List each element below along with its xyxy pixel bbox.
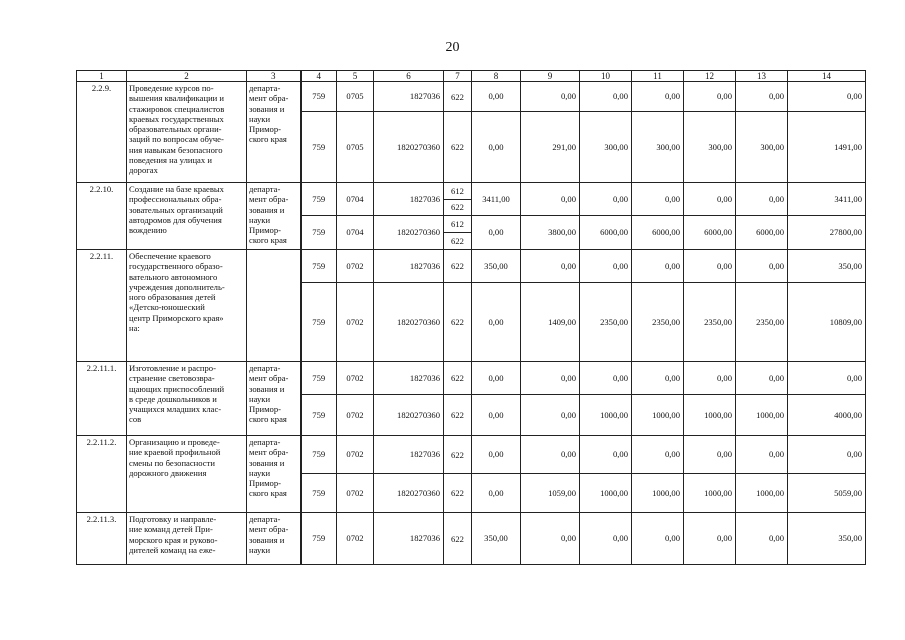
cell-col-5: 0702	[337, 283, 374, 362]
header-cell: 1	[77, 71, 127, 82]
header-cell: 12	[684, 71, 736, 82]
header-row	[77, 71, 866, 82]
cell-col-6: 1820270360	[374, 395, 444, 436]
cell-col-13: 0,00	[736, 362, 788, 395]
row-department	[247, 250, 301, 362]
row-number: 2.2.11.3.	[77, 513, 127, 565]
cell-col-6: 1820270360	[374, 112, 444, 183]
cell-col-14: 0,00	[788, 82, 866, 112]
cell-col-4: 759	[301, 183, 337, 216]
kvr-code: 622	[451, 533, 464, 544]
row-number: 2.2.9.	[77, 82, 127, 183]
row-number: 2.2.11.1.	[77, 362, 127, 436]
cell-col-5: 0702	[337, 362, 374, 395]
cell-col-11: 0,00	[632, 436, 684, 474]
cell-col-6: 1820270360	[374, 216, 444, 250]
cell-col-8: 0,00	[472, 362, 521, 395]
cell-col-10: 0,00	[580, 183, 632, 216]
cell-col-12: 1000,00	[684, 474, 736, 513]
kvr-code: 622	[444, 232, 471, 249]
cell-col-12: 0,00	[684, 362, 736, 395]
cell-col-8: 3411,00	[472, 183, 521, 216]
cell-col-5: 0705	[337, 112, 374, 183]
cell-col-8: 0,00	[472, 216, 521, 250]
cell-col-4: 759	[301, 82, 337, 112]
cell-col-11: 1000,00	[632, 395, 684, 436]
cell-col-4: 759	[301, 474, 337, 513]
kvr-code: 622	[451, 91, 464, 102]
cell-col-7	[444, 513, 472, 565]
cell-col-7	[444, 250, 472, 283]
cell-col-8: 350,00	[472, 250, 521, 283]
cell-col-13: 2350,00	[736, 283, 788, 362]
cell-col-4: 759	[301, 250, 337, 283]
cell-col-9: 0,00	[521, 513, 580, 565]
cell-col-13: 300,00	[736, 112, 788, 183]
header-cell: 5	[337, 71, 374, 82]
cell-col-14: 4000,00	[788, 395, 866, 436]
cell-col-4: 759	[301, 283, 337, 362]
table-row	[77, 362, 866, 395]
header-cell: 7	[444, 71, 472, 82]
row-description: Обеспечение краевого государственного образо- вательного автономного учреждения дополнитель- ного образования детей «Детско-юношеский центр Приморского края» на:	[127, 250, 247, 362]
cell-col-4: 759	[301, 513, 337, 565]
cell-col-7	[444, 82, 472, 112]
cell-col-7	[444, 474, 472, 513]
cell-col-13: 6000,00	[736, 216, 788, 250]
header-cell: 4	[301, 71, 337, 82]
header-cell: 13	[736, 71, 788, 82]
cell-col-12: 0,00	[684, 183, 736, 216]
cell-col-9: 1059,00	[521, 474, 580, 513]
cell-col-7	[444, 183, 472, 216]
cell-col-11: 0,00	[632, 82, 684, 112]
row-description: Подготовку и направле- ние команд детей При- морского края и руково- дителей команд на еже-	[127, 513, 247, 565]
row-description: Изготовление и распро- странение световозвра- щающих приспособлений в среде дошкольников и учащихся младших клас- сов	[127, 362, 247, 436]
cell-col-6: 1820270360	[374, 283, 444, 362]
cell-col-7	[444, 112, 472, 183]
cell-col-12: 0,00	[684, 82, 736, 112]
cell-col-12: 0,00	[684, 513, 736, 565]
cell-col-13: 0,00	[736, 436, 788, 474]
kvr-code: 622	[451, 487, 464, 498]
cell-col-10: 0,00	[580, 362, 632, 395]
cell-col-14: 5059,00	[788, 474, 866, 513]
cell-col-12: 0,00	[684, 250, 736, 283]
header-cell: 14	[788, 71, 866, 82]
cell-col-14: 3411,00	[788, 183, 866, 216]
row-description: Организацию и проведе- ние краевой профильной смены по безопасности дорожного движения	[127, 436, 247, 513]
row-department: департа- мент обра- зования и науки Примор- ского края	[247, 362, 301, 436]
cell-col-11: 6000,00	[632, 216, 684, 250]
kvr-code: 622	[451, 260, 464, 271]
header-cell: 6	[374, 71, 444, 82]
kvr-code: 612	[451, 219, 464, 229]
header-cell: 10	[580, 71, 632, 82]
cell-col-13: 0,00	[736, 183, 788, 216]
cell-col-14: 0,00	[788, 362, 866, 395]
kvr-code: 622	[451, 409, 464, 420]
cell-col-10: 0,00	[580, 513, 632, 565]
cell-col-13: 0,00	[736, 82, 788, 112]
cell-col-6: 1827036	[374, 82, 444, 112]
cell-col-12: 300,00	[684, 112, 736, 183]
header-cell: 3	[247, 71, 301, 82]
cell-col-9: 1409,00	[521, 283, 580, 362]
cell-col-5: 0702	[337, 436, 374, 474]
row-department: департа- мент обра- зования и науки Примор- ского края	[247, 436, 301, 513]
cell-col-10: 0,00	[580, 250, 632, 283]
cell-col-13: 1000,00	[736, 395, 788, 436]
cell-col-6: 1827036	[374, 436, 444, 474]
cell-col-12: 2350,00	[684, 283, 736, 362]
cell-col-11: 0,00	[632, 250, 684, 283]
cell-col-8: 0,00	[472, 283, 521, 362]
cell-col-14: 0,00	[788, 436, 866, 474]
cell-col-13: 1000,00	[736, 474, 788, 513]
header-cell: 2	[127, 71, 247, 82]
row-number: 2.2.10.	[77, 183, 127, 250]
table-row	[77, 436, 866, 474]
kvr-code: 622	[451, 141, 464, 152]
table-row	[77, 513, 866, 565]
cell-col-4: 759	[301, 395, 337, 436]
cell-col-7	[444, 216, 472, 250]
header-cell: 9	[521, 71, 580, 82]
header-cell: 11	[632, 71, 684, 82]
cell-col-9: 0,00	[521, 395, 580, 436]
cell-col-11: 0,00	[632, 183, 684, 216]
cell-col-8: 0,00	[472, 474, 521, 513]
cell-col-13: 0,00	[736, 513, 788, 565]
cell-col-12: 6000,00	[684, 216, 736, 250]
cell-col-8: 0,00	[472, 436, 521, 474]
cell-col-5: 0702	[337, 250, 374, 283]
row-description: Создание на базе краевых профессиональных обра- зовательных организаций автодромов для обучения вождению	[127, 183, 247, 250]
cell-col-14: 1491,00	[788, 112, 866, 183]
header-cell: 8	[472, 71, 521, 82]
cell-col-11: 0,00	[632, 513, 684, 565]
cell-col-10: 2350,00	[580, 283, 632, 362]
table-row	[77, 183, 866, 216]
cell-col-7	[444, 395, 472, 436]
cell-col-9: 0,00	[521, 183, 580, 216]
cell-col-6: 1827036	[374, 362, 444, 395]
cell-col-14: 27800,00	[788, 216, 866, 250]
cell-col-5: 0702	[337, 474, 374, 513]
table-row	[77, 82, 866, 112]
cell-col-5: 0704	[337, 216, 374, 250]
cell-col-10: 1000,00	[580, 395, 632, 436]
cell-col-6: 1827036	[374, 183, 444, 216]
cell-col-9: 291,00	[521, 112, 580, 183]
row-department: департа- мент обра- зования и науки	[247, 513, 301, 565]
cell-col-5: 0702	[337, 513, 374, 565]
cell-col-8: 0,00	[472, 395, 521, 436]
cell-col-11: 1000,00	[632, 474, 684, 513]
cell-col-14: 10809,00	[788, 283, 866, 362]
cell-col-4: 759	[301, 216, 337, 250]
table-row	[77, 250, 866, 283]
cell-col-9: 0,00	[521, 362, 580, 395]
budget-table	[76, 70, 866, 565]
kvr-code: 622	[451, 372, 464, 383]
cell-col-4: 759	[301, 436, 337, 474]
cell-col-4: 759	[301, 112, 337, 183]
cell-col-6: 1827036	[374, 513, 444, 565]
cell-col-9: 0,00	[521, 436, 580, 474]
cell-col-7	[444, 362, 472, 395]
cell-col-10: 0,00	[580, 436, 632, 474]
cell-col-11: 300,00	[632, 112, 684, 183]
cell-col-5: 0704	[337, 183, 374, 216]
cell-col-9: 3800,00	[521, 216, 580, 250]
cell-col-11: 0,00	[632, 362, 684, 395]
cell-col-14: 350,00	[788, 513, 866, 565]
cell-col-10: 300,00	[580, 112, 632, 183]
cell-col-8: 0,00	[472, 112, 521, 183]
cell-col-11: 2350,00	[632, 283, 684, 362]
kvr-code: 622	[444, 199, 471, 215]
cell-col-10: 1000,00	[580, 474, 632, 513]
cell-col-10: 0,00	[580, 82, 632, 112]
cell-col-12: 0,00	[684, 436, 736, 474]
row-description: Проведение курсов по- вышения квалификации и стажировок специалистов краевых государственных образовательных органи- заций по вопросам обуче- ния навыкам безопасного поведения на улицах и дорогах	[127, 82, 247, 183]
cell-col-5: 0702	[337, 395, 374, 436]
row-department: департа- мент обра- зования и науки Примор- ского края	[247, 183, 301, 250]
cell-col-10: 6000,00	[580, 216, 632, 250]
cell-col-8: 0,00	[472, 82, 521, 112]
row-department: департа- мент обра- зования и науки Примор- ского края	[247, 82, 301, 183]
cell-col-7	[444, 436, 472, 474]
row-number: 2.2.11.2.	[77, 436, 127, 513]
kvr-code: 622	[451, 316, 464, 327]
cell-col-12: 1000,00	[684, 395, 736, 436]
cell-col-9: 0,00	[521, 250, 580, 283]
kvr-code: 612	[451, 185, 464, 196]
cell-col-6: 1820270360	[374, 474, 444, 513]
kvr-code: 622	[451, 449, 464, 460]
cell-col-14: 350,00	[788, 250, 866, 283]
cell-col-4: 759	[301, 362, 337, 395]
cell-col-6: 1827036	[374, 250, 444, 283]
cell-col-13: 0,00	[736, 250, 788, 283]
cell-col-7	[444, 283, 472, 362]
row-number: 2.2.11.	[77, 250, 127, 362]
cell-col-5: 0705	[337, 82, 374, 112]
cell-col-8: 350,00	[472, 513, 521, 565]
cell-col-9: 0,00	[521, 82, 580, 112]
page-number: 20	[445, 40, 460, 55]
